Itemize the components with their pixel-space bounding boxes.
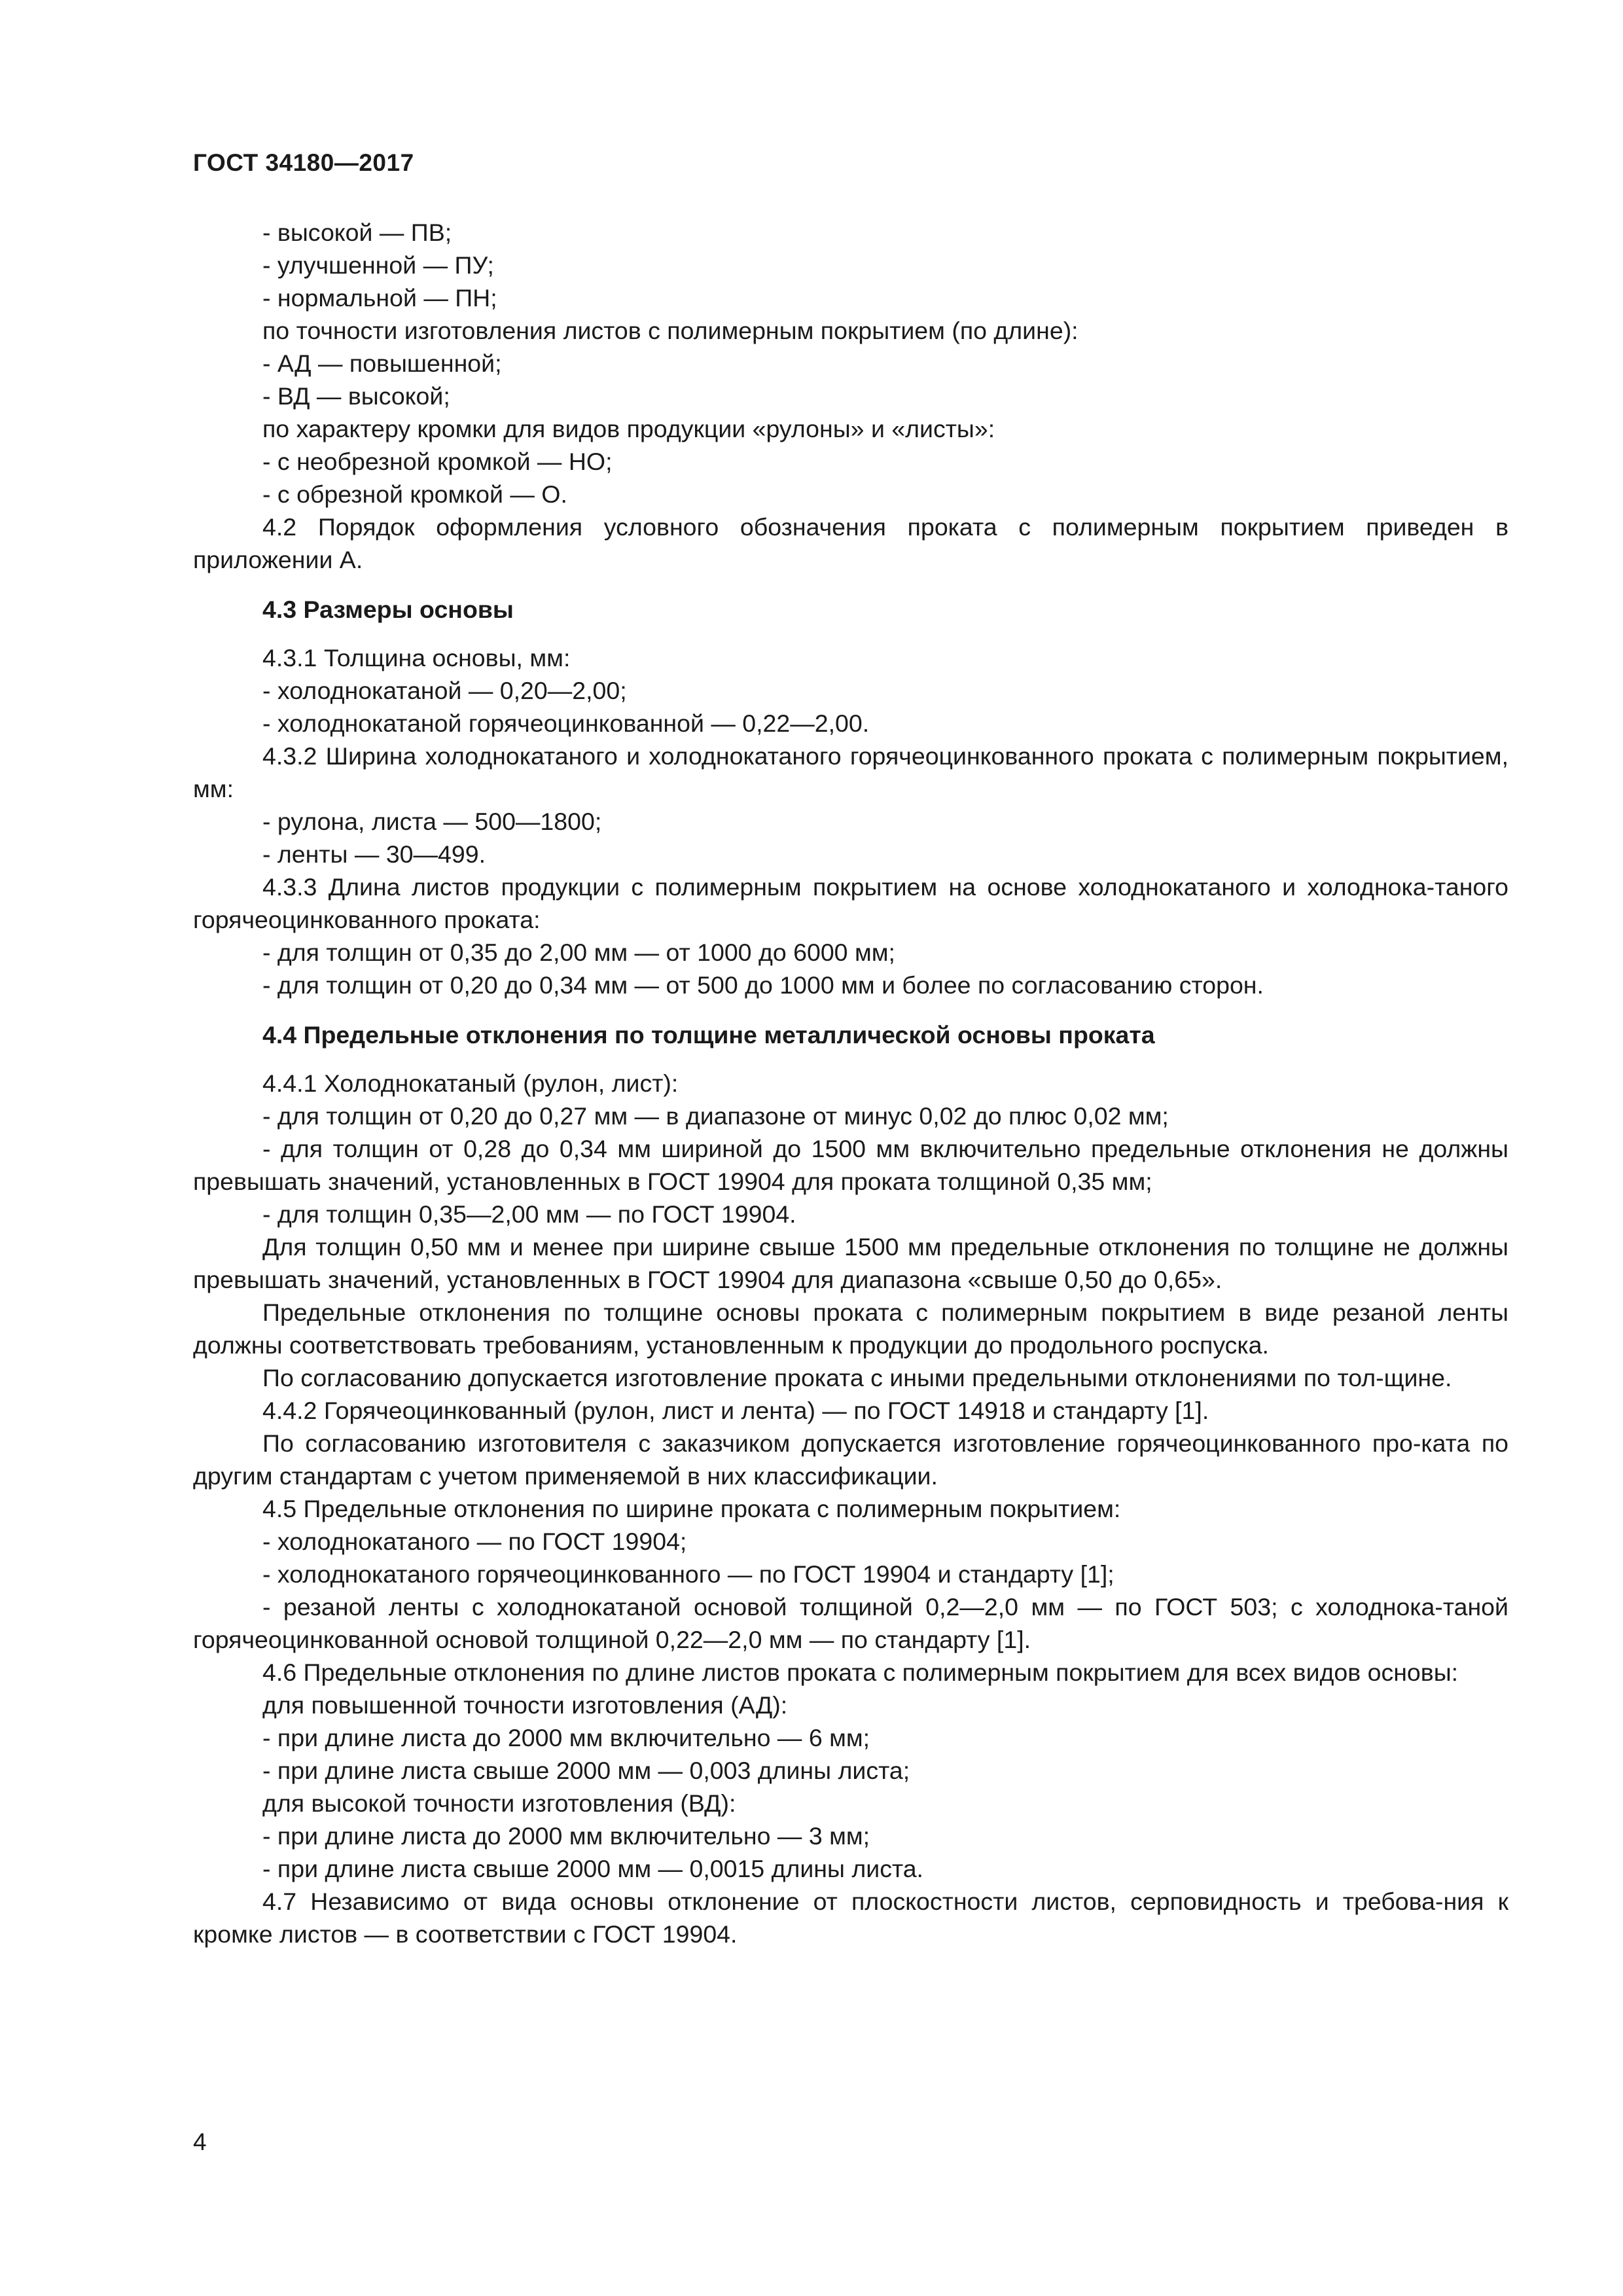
paragraph: - нормальной — ПН; xyxy=(262,284,497,312)
paragraph: - резаной ленты с холоднокатаной основой толщиной 0,2—2,0 мм — по ГОСТ 503; с холоднока-таной горячеоцинкованной основой толщиной 0,22—2,0 мм — по стандарту [1]. xyxy=(193,1593,1508,1653)
paragraph: 4.3.2 Ширина холоднокатаного и холоднокатаного горячеоцинкованного проката с полимерным покрытием, мм: xyxy=(193,742,1508,802)
paragraph: - при длине листа до 2000 мм включительно — 3 мм; xyxy=(262,1822,870,1850)
paragraph: - при длине листа свыше 2000 мм — 0,003 длины листа; xyxy=(262,1757,910,1784)
paragraph: - с необрезной кромкой — НО; xyxy=(262,448,613,475)
paragraph: 4.4.2 Горячеоцинкованный (рулон, лист и лента) — по ГОСТ 14918 и стандарту [1]. xyxy=(262,1397,1209,1424)
section-heading: 4.3 Размеры основы xyxy=(262,596,514,623)
paragraph: 4.2 Порядок оформления условного обозначения проката с полимерным покрытием приведен в приложении А. xyxy=(193,513,1508,573)
page-number: 4 xyxy=(193,2128,207,2155)
paragraph: 4.6 Предельные отклонения по длине листов проката с полимерным покрытием для всех видов основы: xyxy=(262,1659,1459,1686)
paragraph: - АД — повышенной; xyxy=(262,350,502,377)
paragraph: - холоднокатаного — по ГОСТ 19904; xyxy=(262,1528,687,1555)
paragraph: 4.4.1 Холоднокатаный (рулон, лист): xyxy=(262,1069,679,1097)
paragraph: по точности изготовления листов с полимерным покрытием (по длине): xyxy=(262,317,1079,344)
paragraph: 4.7 Независимо от вида основы отклонение от плоскостности листов, серповидность и требова-ния к кромке листов — в соответствии с ГОСТ 19904. xyxy=(193,1888,1508,1948)
paragraph: - ВД — высокой; xyxy=(262,382,450,410)
paragraph: 4.3.1 Толщина основы, мм: xyxy=(262,644,571,672)
paragraph: По согласованию изготовителя с заказчиком допускается изготовление горячеоцинкованного про-ката по другим стандартам с учетом применяемой в них классификации. xyxy=(193,1429,1508,1490)
paragraph: - рулона, листа — 500—1800; xyxy=(262,808,602,835)
paragraph: - для толщин 0,35—2,00 мм — по ГОСТ 19904. xyxy=(262,1200,796,1228)
paragraph: По согласованию допускается изготовление проката с иными предельными отклонениями по тол-щине. xyxy=(262,1364,1452,1391)
paragraph: - улучшенной — ПУ; xyxy=(262,251,494,279)
paragraph: - с обрезной кромкой — О. xyxy=(262,480,567,508)
paragraph: - холоднокатаного горячеоцинкованного — по ГОСТ 19904 и стандарту [1]; xyxy=(262,1560,1115,1588)
section-heading: 4.4 Предельные отклонения по толщине металлической основы проката xyxy=(262,1021,1155,1049)
paragraph: по характеру кромки для видов продукции «рулоны» и «листы»: xyxy=(262,415,995,442)
paragraph: 4.5 Предельные отклонения по ширине проката с полимерным покрытием: xyxy=(262,1495,1121,1522)
paragraph: 4.3.3 Длина листов продукции с полимерным покрытием на основе холоднокатаного и холоднока-таного горячеоцинкованного проката: xyxy=(193,873,1508,933)
paragraph: - холоднокатаной — 0,20—2,00; xyxy=(262,677,627,704)
paragraph: - высокой — ПВ; xyxy=(262,219,452,246)
paragraph: - холоднокатаной горячеоцинкованной — 0,22—2,00. xyxy=(262,709,870,737)
paragraph: для высокой точности изготовления (ВД): xyxy=(262,1789,736,1817)
paragraph: - для толщин от 0,20 до 0,27 мм — в диапазоне от минус 0,02 до плюс 0,02 мм; xyxy=(262,1102,1169,1130)
paragraph: - для толщин от 0,28 до 0,34 мм шириной до 1500 мм включительно предельные отклонения не должны превышать значений, установленных в ГОСТ 19904 для проката толщиной 0,35 мм; xyxy=(193,1135,1508,1195)
paragraph: - при длине листа до 2000 мм включительно — 6 мм; xyxy=(262,1724,870,1751)
paragraph: Предельные отклонения по толщине основы проката с полимерным покрытием в виде резаной ленты должны соответствовать требованиям, установленным к продукции до продольного роспуска. xyxy=(193,1299,1508,1359)
document-header: ГОСТ 34180—2017 xyxy=(193,149,414,176)
document-body xyxy=(193,216,1508,1950)
paragraph: - для толщин от 0,35 до 2,00 мм — от 1000 до 6000 мм; xyxy=(262,939,895,966)
paragraph: для повышенной точности изготовления (АД): xyxy=(262,1691,788,1719)
paragraph: - при длине листа свыше 2000 мм — 0,0015 длины листа. xyxy=(262,1855,923,1882)
paragraph: Для толщин 0,50 мм и менее при ширине свыше 1500 мм предельные отклонения по толщине не должны превышать значений, установленных в ГОСТ 19904 для диапазона «свыше 0,50 до 0,65». xyxy=(193,1233,1508,1293)
paragraph: - ленты — 30—499. xyxy=(262,840,486,868)
paragraph: - для толщин от 0,20 до 0,34 мм — от 500 до 1000 мм и более по согласованию сторон. xyxy=(262,971,1264,999)
